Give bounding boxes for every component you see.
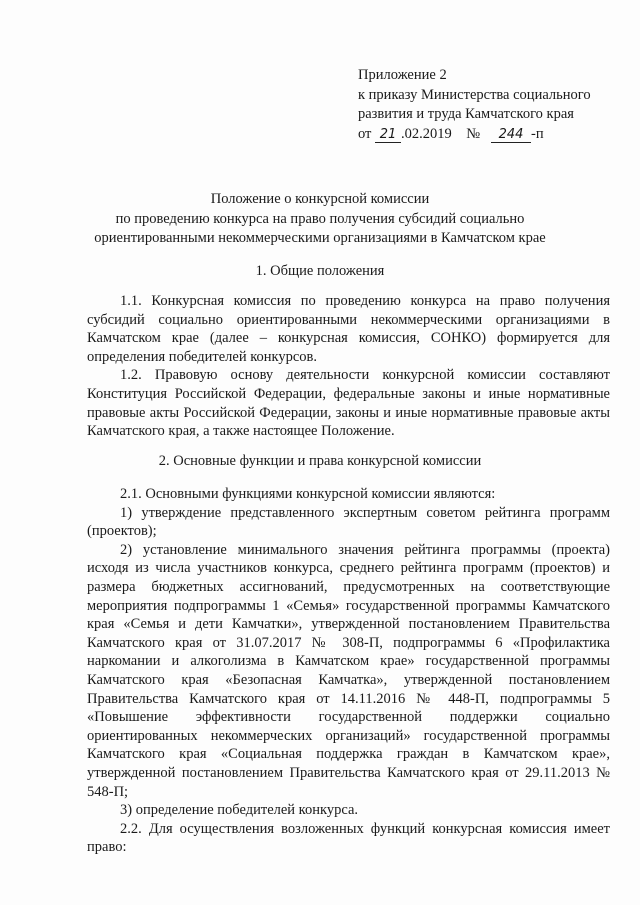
section-2-heading: 2. Основные функции и права конкурсной комиссии [158,453,482,469]
paragraph-1-2: 1.2. Правовую основу деятельности конкурсной комиссии составляют Конституция Российской Федерации, федеральные законы и иные нормативные правовые акты Российской Федерации, законы и иные нормативные правовые акты Камчатского края, а также настоящее Положение. [87,367,610,440]
section-1-heading: 1. Общие положения [255,263,385,279]
title-line-2: по проведению конкурса на право получения субсидий социально [115,210,525,227]
appendix-date-line [358,125,620,145]
paragraph-2-1: 2.1. Основными функциями конкурсной комиссии являются: [120,486,496,502]
date-rest: .02.2019 [401,125,452,142]
document-title [40,190,600,249]
paragraph-1-1: 1.1. Конкурсная комиссия по проведению конкурса на право получения субсидий социально ориентированными некоммерческими организациями в Камчатском крае (далее – конкурсная комиссия, СОНКО) формируется для определения победителей конкурсов. [87,293,610,365]
number-suffix: -п [531,125,544,142]
date-prefix: от [358,125,372,142]
appendix-line-1: Приложение 2 [358,67,447,83]
appendix-line-3: развития и труда Камчатского края [358,106,574,122]
paragraph-2-1-item-2: 2) установление минимального значения рейтинга программы (проекта) исходя из числа участников конкурса, среднего рейтинга программ (проектов) и размера бюджетных ассигнований, предусмотренных на соответствующие мероприятия подпрограммы 1 «Семья» государственной программы Камчатского края «Семья и дети Камчатки», утвержденной постановлением Правительства Камчатского края от 31.07.2017 № 308-П, подпрограммы 6 «Профилактика наркомании и алкоголизма в Камчатском крае» государственной программы Камчатского края «Безопасная Камчатка», утвержденной постановлением Правительства Камчатского края от 14.11.2016 № 448-П, подпрограммы 5 «Повышение эффективности государственной поддержки социально ориентированных некоммерческих организаций» государственной программы Камчатского края «Социальная поддержка граждан в Камчатском крае», утвержденной постановлением Правительства Камчатского края от 29.11.2013 № 548-П; [87,541,610,800]
handwritten-day: 21 [375,128,401,143]
section-1-body [87,292,610,441]
handwritten-number: 244 [491,128,531,143]
paragraph-2-1-item-3: 3) определение победителей конкурса. [120,802,359,819]
paragraph-2-1-item-1: 1) утверждение представленного экспертным советом рейтинга программ (проектов); [87,504,610,540]
number-sign: № [466,125,481,142]
paragraph-2-2: 2.2. Для осуществления возложенных функций конкурсная комиссия имеет право: [87,820,610,856]
section-2-body [87,485,610,857]
appendix-line-2: к приказу Министерства социального [358,86,591,103]
title-line-1: Положение о конкурсной комиссии [210,191,430,207]
title-line-3: ориентированными некоммерческими организациями в Камчатском крае [94,230,546,246]
appendix-block [358,66,620,144]
